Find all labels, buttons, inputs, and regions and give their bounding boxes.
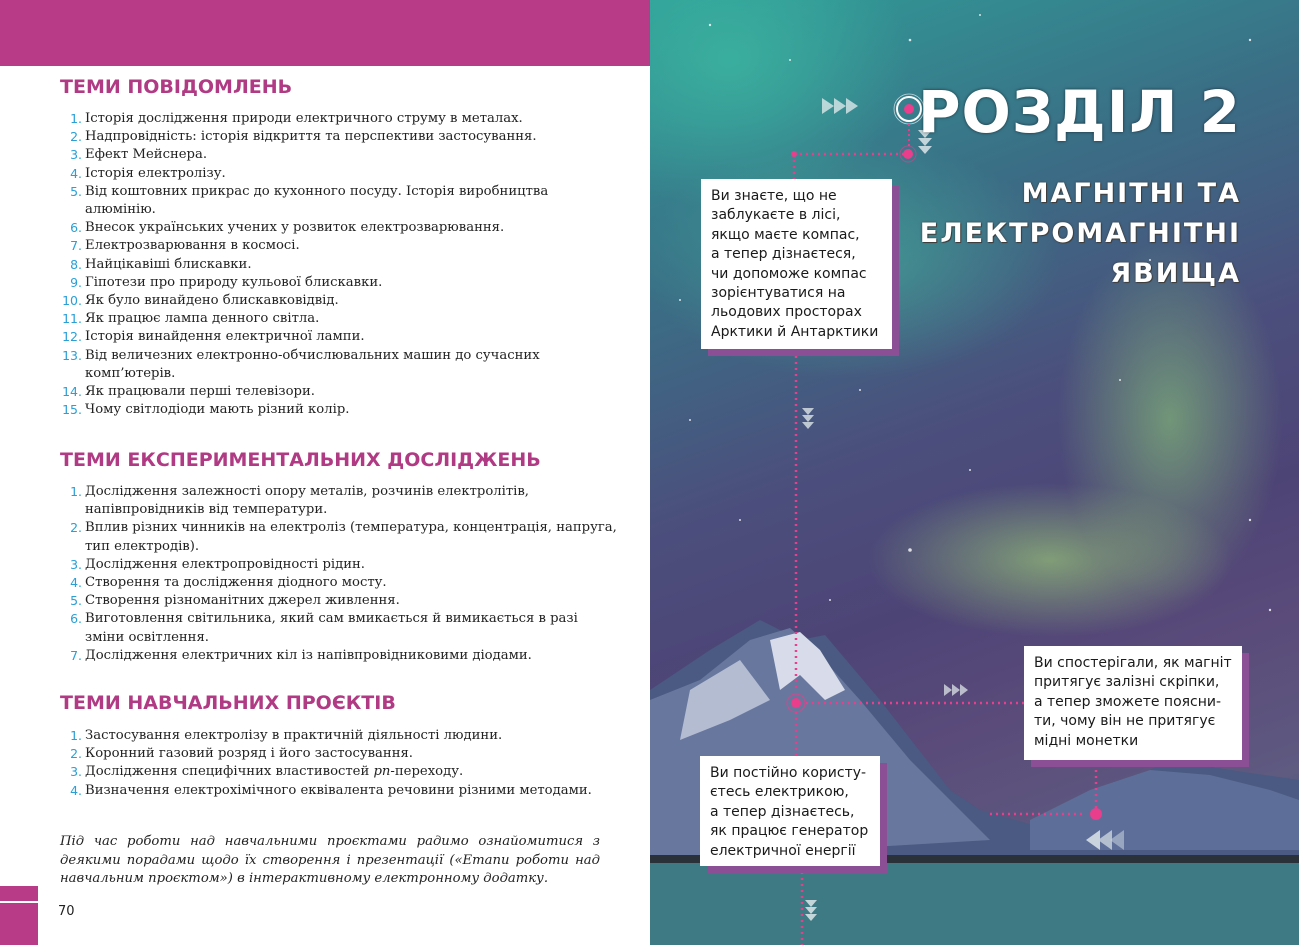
section-title-projects: ТЕМИ НАВЧАЛЬНИХ ПРОЄКТІВ xyxy=(60,692,396,714)
topic-text: Електрозварювання в космосі. xyxy=(85,238,300,254)
topic-text-end: -переходу. xyxy=(390,764,464,780)
topic-text: Історія винайдення електричної лампи. xyxy=(85,329,365,345)
topic-number: 6. xyxy=(70,611,82,627)
chapter-title: РОЗДІЛ 2 xyxy=(918,78,1241,146)
reports-list xyxy=(60,110,620,419)
callout-magnet xyxy=(1024,646,1242,760)
topic-item xyxy=(60,610,620,646)
topic-number: 13. xyxy=(62,347,82,363)
callout-compass xyxy=(701,179,892,349)
target-marker-icon xyxy=(787,694,805,712)
topic-text: Від величезних електронно-обчислювальних машин до сучасних комп’ютерів. xyxy=(85,347,540,381)
topic-number: 5. xyxy=(70,593,82,609)
page-number: 70 xyxy=(58,904,75,919)
topic-item xyxy=(60,274,620,292)
topic-item xyxy=(60,292,620,310)
topic-text: Створення та дослідження діодного мосту. xyxy=(85,575,387,591)
section-title-experiments: ТЕМИ ЕКСПЕРИМЕНТАЛЬНИХ ДОСЛІДЖЕНЬ xyxy=(60,449,541,471)
forward-arrows-icon xyxy=(944,684,968,696)
topic-text: Виготовлення світильника, який сам вмикається й вимикається в разі зміни освітлення. xyxy=(85,611,578,645)
topic-number: 2. xyxy=(70,746,82,762)
topic-text xyxy=(85,763,620,781)
header-color-bar xyxy=(0,0,650,66)
chapter-subtitle: МАГНІТНІ ТА ЕЛЕКТРОМАГНІТНІ ЯВИЩА xyxy=(919,178,1241,289)
callout-compass-text: Ви знаєте, що не заблукаєте в лісі, якщо маєте компас, а тепер дізнаєтеся, чи допоможе компас зорієнтуватися на льодових просторах Арктики й Антарктики xyxy=(711,188,879,340)
topic-item xyxy=(60,519,620,555)
topic-number: 3. xyxy=(70,556,82,572)
topic-text: Ефект Мейснера. xyxy=(85,147,208,163)
down-arrows-icon xyxy=(802,408,814,429)
callout-generator-text: Ви постійно користу- єтесь електрикою, а тепер дізнаєтесь, як працює генератор електричної енергії xyxy=(710,765,869,859)
topic-text: Дослідження залежності опору металів, розчинів електролітів, напівпровідників від температури. xyxy=(85,484,529,518)
topic-number: 7. xyxy=(70,238,82,254)
topic-item xyxy=(60,401,620,419)
topic-item xyxy=(60,383,620,401)
topic-item xyxy=(60,256,620,274)
topic-text: Дослідження електричних кіл із напівпровідниковими діодами. xyxy=(85,647,532,663)
topic-text: Історія електролізу. xyxy=(85,165,226,181)
topic-text: Створення різноманітних джерел живлення. xyxy=(85,593,400,609)
topic-text: Чому світлодіоди мають різний колір. xyxy=(85,402,350,418)
topic-item xyxy=(60,592,620,610)
topic-number: 4. xyxy=(70,782,82,798)
topic-number: 1. xyxy=(70,484,82,499)
topic-text: Історія дослідження природи електричного струму в металах. xyxy=(85,111,523,126)
topic-number: 14. xyxy=(62,384,82,400)
callout-generator xyxy=(700,756,880,866)
topic-item xyxy=(60,782,620,800)
topic-item xyxy=(60,128,620,146)
topic-text: Застосування електролізу в практичній діяльності людини. xyxy=(85,728,503,743)
topic-item xyxy=(60,727,620,745)
topic-text: Найцікавіші блискавки. xyxy=(85,256,252,272)
topic-text: Надпровідність: історія відкриття та перспективи застосування. xyxy=(85,129,537,145)
projects-note: Під час роботи над навчальними проєктами радимо ознайомитися з деякими порадами щодо їх створення і презентації («Етапи роботи над навчальним проєктом») в інтерактивному електронному додатку. xyxy=(60,834,600,886)
corner-accent-top xyxy=(0,886,38,901)
topic-item xyxy=(60,328,620,346)
topic-number: 11. xyxy=(62,311,82,327)
topic-text-italic: pn xyxy=(373,764,391,780)
topic-text: Від коштовних прикрас до кухонного посуду. Історія виробництва алюмінію. xyxy=(85,183,549,218)
topic-item xyxy=(60,347,620,383)
topic-number: 6. xyxy=(70,220,82,236)
section-title-reports: ТЕМИ ПОВІДОМЛЕНЬ xyxy=(60,76,293,98)
back-arrows-icon xyxy=(1086,830,1124,850)
down-arrows-icon xyxy=(805,900,817,921)
callout-magnet-text: Ви спостерігали, як магніт притягує залізні скріпки, а тепер зможете поясни- ти, чому він не притягує мідні монетки xyxy=(1034,655,1232,749)
topic-number: 1. xyxy=(70,728,82,743)
topic-text: Визначення електрохімічного еквівалента речовини різними методами. xyxy=(85,782,592,798)
topic-number: 3. xyxy=(70,147,82,163)
topic-text: Дослідження електропровідності рідин. xyxy=(85,556,365,572)
topic-text: Вплив різних чинників на електроліз (температура, концентрація, напруга, тип електродів). xyxy=(85,520,617,554)
topic-text: Як було винайдено блискавковідвід. xyxy=(85,293,339,309)
topic-number: 10. xyxy=(62,293,82,309)
topic-number: 2. xyxy=(70,129,82,145)
topic-number: 12. xyxy=(62,329,82,345)
topic-number: 4. xyxy=(70,165,82,181)
topic-number: 4. xyxy=(70,575,82,591)
topic-item xyxy=(60,237,620,255)
topic-number: 3. xyxy=(70,764,82,780)
topic-text: Коронний газовий розряд і його застосування. xyxy=(85,746,414,762)
topic-item xyxy=(60,647,620,665)
topic-item xyxy=(60,310,620,328)
topic-number: 5. xyxy=(70,183,82,199)
topic-number: 2. xyxy=(70,520,82,536)
topic-text: Внесок українських учених у розвиток електрозварювання. xyxy=(85,220,505,236)
topic-item xyxy=(60,219,620,237)
topic-number: 7. xyxy=(70,647,82,663)
topic-item xyxy=(60,763,620,781)
forward-arrows-icon xyxy=(822,98,858,114)
projects-list xyxy=(60,727,620,800)
topic-number: 1. xyxy=(70,111,82,126)
topic-text-start: Дослідження специфічних властивостей xyxy=(85,764,374,780)
topic-text: Як працювали перші телевізори. xyxy=(85,384,315,400)
topic-item xyxy=(60,574,620,592)
experiments-list xyxy=(60,483,620,665)
corner-accent xyxy=(0,903,38,945)
topic-item xyxy=(60,745,620,763)
topic-number: 9. xyxy=(70,274,82,290)
topic-item xyxy=(60,165,620,183)
topic-text: Гіпотези про природу кульової блискавки. xyxy=(85,274,383,290)
topic-item xyxy=(60,110,620,128)
topic-number: 8. xyxy=(70,256,82,272)
topic-item xyxy=(60,183,620,219)
topic-item xyxy=(60,146,620,164)
topic-item xyxy=(60,556,620,574)
topic-item xyxy=(60,483,620,519)
topic-text: Як працює лампа денного світла. xyxy=(85,311,320,327)
chapter-cover-page xyxy=(650,0,1299,945)
topic-number: 15. xyxy=(62,402,82,418)
